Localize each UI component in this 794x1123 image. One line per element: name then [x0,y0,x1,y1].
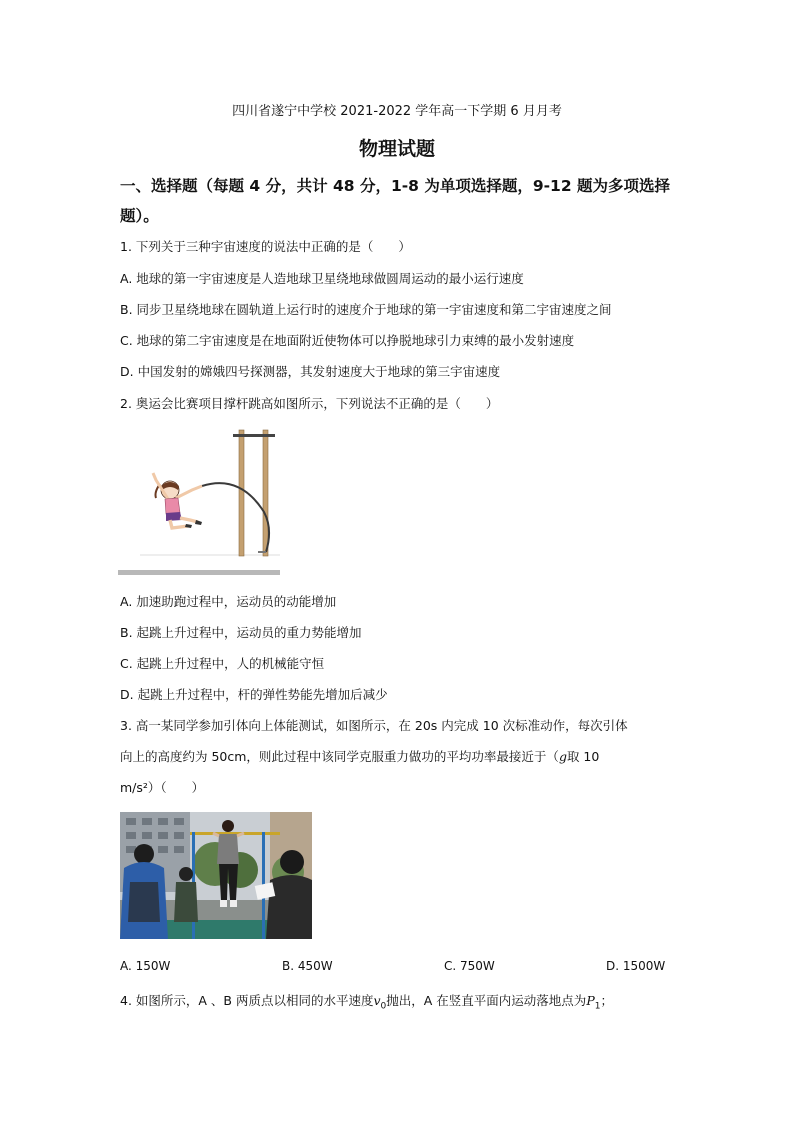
q3-stem-line3: m/s²）（ ） [120,780,205,795]
q2-option-d: D. 起跳上升过程中，杆的弹性势能先增加后减少 [120,687,388,702]
pull-up-photo [120,812,312,939]
section-heading-line1: 一、选择题（每题 4 分，共计 48 分，1-8 为单项选择题，9-12 题为多项选择 [120,177,671,195]
q4-stem-part1: 4. 如图所示，A 、B 两质点以相同的水平速度 [120,993,374,1008]
q4-v0-subscript: 0 [380,1001,387,1012]
q3-stem-line2-tail: 取 10 [566,749,600,764]
q1-option-c: C. 地球的第二宇宙速度是在地面附近使物体可以挣脱地球引力束缚的最小发射速度 [120,333,575,348]
q3-option-d: D. 1500W [606,959,666,973]
q3-stem-line1: 3. 高一某同学参加引体向上体能测试，如图所示，在 20s 内完成 10 次标准动作，每次引体 [120,718,628,733]
q4-p1-symbol: P [586,993,595,1008]
q4-stem-part2: 抛出，A 在竖直平面内运动落地点为 [386,993,587,1008]
q3-g-symbol: g [558,749,567,764]
q3-option-b: B. 450W [282,959,333,973]
q1-option-d: D. 中国发射的嫦娥四号探测器，其发射速度大于地球的第三宇宙速度 [120,364,501,379]
q3-stem-line2-text: 向上的高度约为 50cm，则此过程中该同学克服重力做功的平均功率最接近于（ [120,749,559,764]
exam-subtitle: 四川省遂宁中学校 2021-2022 学年高一下学期 6 月月考 [232,104,562,119]
pole-vault-figure [118,424,283,579]
q2-option-a: A. 加速助跑过程中，运动员的动能增加 [120,594,337,609]
q2-option-b: B. 起跳上升过程中，运动员的重力势能增加 [120,625,362,640]
q3-stem-line2 [120,748,599,766]
q1-option-a: A. 地球的第一宇宙速度是人造地球卫星绕地球做圆周运动的最小运行速度 [120,271,524,286]
q2-stem: 2. 奥运会比赛项目撑杆跳高如图所示，下列说法不正确的是（ ） [120,396,499,411]
q4-v0-symbol: v [373,993,381,1008]
q2-option-c: C. 起跳上升过程中，人的机械能守恒 [120,656,325,671]
section-heading-line2: 题）。 [120,207,159,225]
q1-stem: 1. 下列关于三种宇宙速度的说法中正确的是（ ） [120,239,411,254]
exam-title: 物理试题 [358,138,435,160]
q3-option-c: C. 750W [444,959,495,973]
q3-option-a: A. 150W [120,959,171,973]
q4-p1-subscript: 1 [594,1001,601,1012]
q1-option-b: B. 同步卫星绕地球在圆轨道上运行时的速度介于地球的第一宇宙速度和第二宇宙速度之间 [120,302,612,317]
q4-stem-tail: ； [600,993,613,1008]
q4-stem [120,992,613,1016]
